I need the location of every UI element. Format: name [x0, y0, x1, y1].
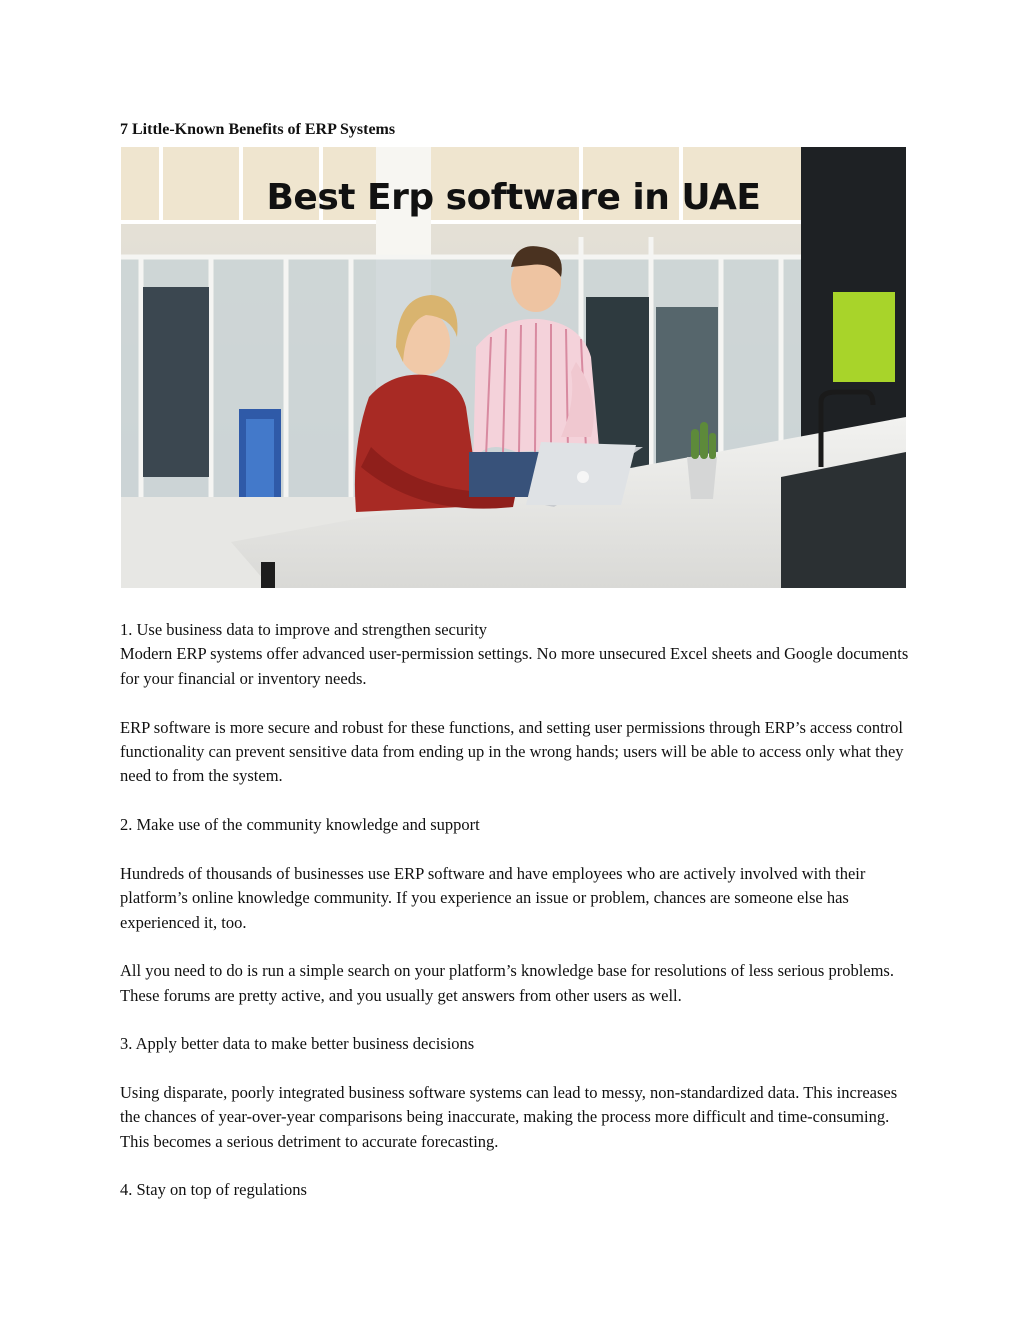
- section-4: [120, 1178, 910, 1202]
- section-2: [120, 813, 910, 1008]
- section-paragraph: All you need to do is run a simple search on your platform’s knowledge base for resolutions of less serious problems. These forums are pretty active, and you usually get answers from other users as well.: [120, 961, 894, 1005]
- section-paragraph: ERP software is more secure and robust for these functions, and setting user permissions through ERP’s access control functionality can prevent sensitive data from ending up in the wrong hands; users will be able to access only what they need to from the system.: [120, 717, 904, 786]
- hero-image-caption: Best Erp software in UAE: [266, 177, 761, 218]
- section-paragraph: Modern ERP systems offer advanced user-permission settings. No more unsecured Excel sheets and Google documents for your financial or inventory needs.: [120, 644, 909, 688]
- section-heading: 3. Apply better data to make better business decisions: [120, 1034, 475, 1053]
- section-paragraph: Using disparate, poorly integrated business software systems can lead to messy, non-standardized data. This increases the chances of year-over-year comparisons being inaccurate, making the process more difficult and time-consuming. This becomes a serious detriment to accurate forecasting.: [120, 1082, 898, 1151]
- section-3: [120, 1032, 910, 1154]
- section-heading: 4. Stay on top of regulations: [120, 1180, 307, 1199]
- hero-image: [121, 147, 906, 588]
- section-heading: 1. Use business data to improve and strengthen security: [120, 620, 488, 639]
- section-paragraph: Hundreds of thousands of businesses use ERP software and have employees who are actively involved with their platform’s online knowledge community. If you experience an issue or problem, chances are someone else has experienced it, too.: [120, 863, 866, 932]
- section-1: [120, 618, 910, 789]
- document-title: 7 Little-Known Benefits of ERP Systems: [120, 121, 396, 138]
- section-heading: 2. Make use of the community knowledge and support: [120, 815, 480, 834]
